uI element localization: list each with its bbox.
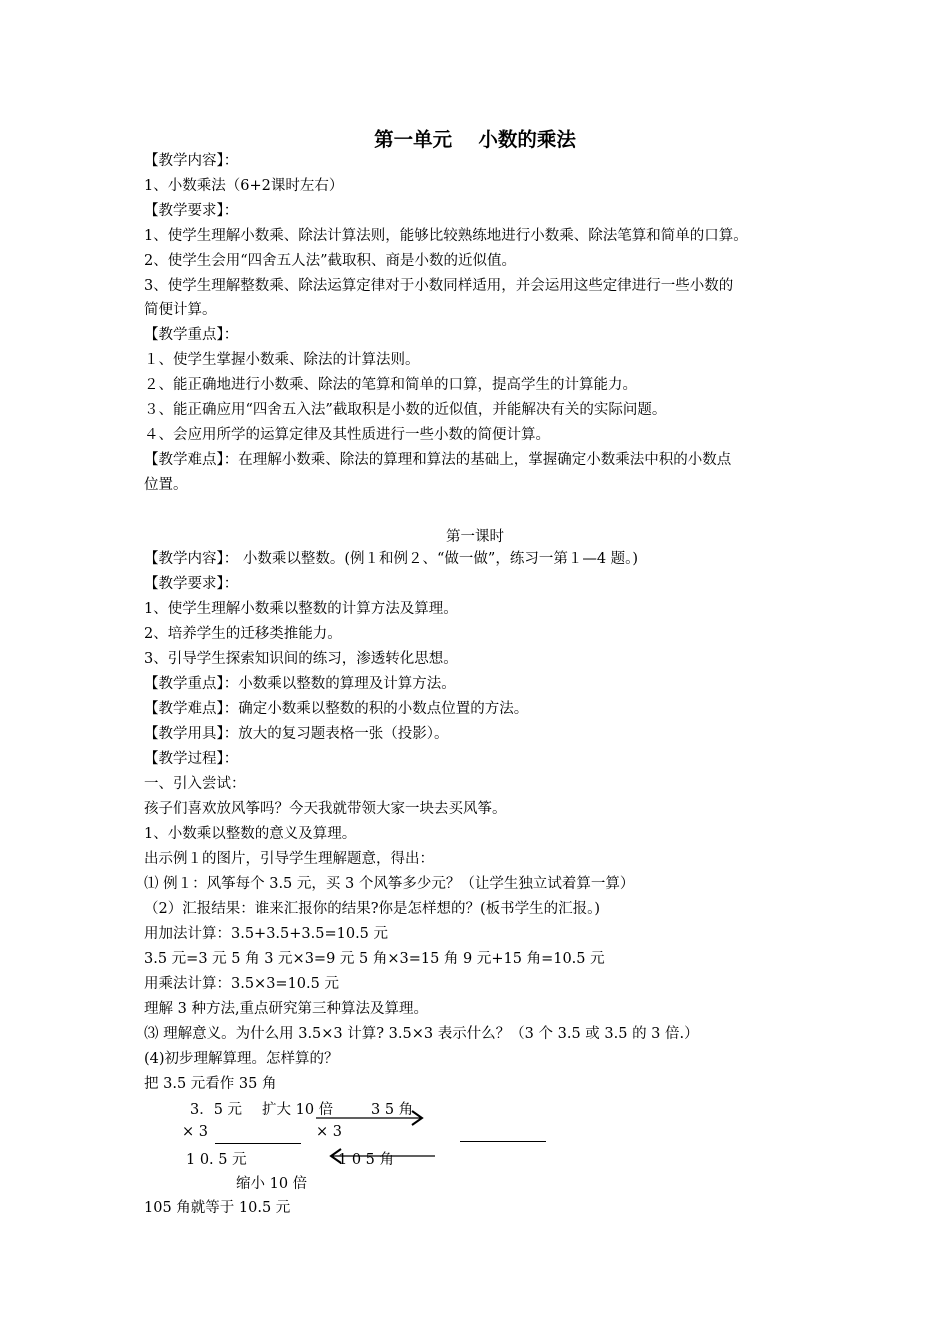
process-understand-meaning: ⑶ 理解意义。为什么用 3.5×3 计算? 3.5×3 表示什么？（3 个 3.5 或 3.5 的 3 倍.）	[144, 1026, 699, 1042]
unit-key-3: ３、能正确应用“四舍五入法”截取积是小数的近似值，并能解决有关的实际问题。	[144, 402, 667, 418]
process-text-kite: 孩子们喜欢放风筝吗？今天我就带领大家一块去买风筝。	[144, 801, 507, 817]
unit-diff-line1: 【教学难点】：在理解小数乘、除法的算理和算法的基础上，掌握确定小数乘法中积的小数点	[144, 452, 732, 468]
calc-shrink-label: 缩小 10 倍	[236, 1176, 308, 1192]
lesson-process-label: 【教学过程】：	[144, 751, 239, 767]
process-multiplication: 用乘法计算：3.5×3=10.5 元	[144, 976, 339, 992]
process-text-show: 出示例１的图片，引导学生理解题意，得出：	[144, 851, 434, 867]
calc-right-top: 3 5 角	[371, 1102, 414, 1118]
page-title: 第一单元 小数的乘法	[374, 128, 576, 151]
unit-key-2: ２、能正确地进行小数乘、除法的笔算和简单的口算，提高学生的计算能力。	[144, 377, 637, 393]
lesson-diff: 【教学难点】：确定小数乘以整数的积的小数点位置的方法。	[144, 701, 529, 717]
process-convert-jiao: 把 3.5 元看作 35 角	[144, 1076, 277, 1092]
unit-key-label: 【教学重点】：	[144, 327, 239, 343]
lesson-tools: 【教学用具】：放大的复习题表格一张（投影）。	[144, 726, 449, 742]
unit-content-label: 【教学内容】：	[144, 153, 239, 169]
calc-left-result: 1 0. 5 元	[186, 1152, 247, 1168]
unit-key-4: ４、会应用所学的运算定律及其性质进行一些小数的简便计算。	[144, 427, 550, 443]
unit-req-label: 【教学要求】：	[144, 203, 239, 219]
process-step-meaning: 1、小数乘以整数的意义及算理。	[144, 826, 357, 842]
process-step-intro: 一、引入尝试：	[144, 776, 246, 792]
process-addition: 用加法计算：3.5+3.5+3.5=10.5 元	[144, 926, 389, 942]
calc-left-top: 3．5 元	[190, 1102, 243, 1118]
process-understand-reason: (4)初步理解算理。怎样算的？	[144, 1051, 339, 1067]
calc-right-multiplier: × 3	[316, 1124, 342, 1140]
process-conclusion: 105 角就等于 10.5 元	[144, 1200, 291, 1216]
process-report: （2）汇报结果：谁来汇报你的结果?你是怎样想的？(板书学生的汇报。)	[144, 901, 601, 917]
lesson-req-3: 3、引导学生探索知识间的练习，渗透转化思想。	[144, 651, 458, 667]
unit-req-2: 2、使学生会用“四舍五人法”截取积、商是小数的近似值。	[144, 253, 517, 269]
unit-content-item: 1、小数乘法（6+2课时左右）	[144, 178, 344, 194]
lesson-req-1: 1、使学生理解小数乘以整数的计算方法及算理。	[144, 601, 458, 617]
process-conversion: 3.5 元=3 元 5 角 3 元×3=9 元 5 角×3=15 角 9 元+15 角=10.5 元	[144, 951, 605, 967]
lesson-heading: 第一课时	[446, 529, 504, 545]
calc-enlarge-label: 扩大 10 倍	[262, 1102, 334, 1118]
unit-req-3b: 简便计算。	[144, 302, 217, 318]
calc-right-rule	[460, 1141, 546, 1142]
calc-left-multiplier: × 3	[182, 1124, 208, 1140]
process-three-methods: 理解 3 种方法,重点研究第三种算法及算理。	[144, 1001, 429, 1017]
lesson-key: 【教学重点】：小数乘以整数的算理及计算方法。	[144, 676, 456, 692]
unit-key-1: １、使学生掌握小数乘、除法的计算法则。	[144, 352, 420, 368]
unit-req-1: 1、使学生理解小数乘、除法计算法则，能够比较熟练地进行小数乘、除法笔算和简单的口算。	[144, 228, 748, 244]
process-example-1: ⑴ 例１：风筝每个 3.5 元，买 3 个风筝多少元？（让学生独立试着算一算）	[144, 876, 635, 892]
shrink-arrow-icon	[327, 1146, 437, 1166]
lesson-content: 【教学内容】： 小数乘以整数。(例１和例２、“做一做”，练习一第１—4 题。)	[144, 551, 639, 567]
calc-right-result: 1 0 5 角	[338, 1152, 395, 1168]
calc-left-rule	[215, 1143, 301, 1144]
unit-diff-line2: 位置。	[144, 477, 188, 493]
lesson-req-label: 【教学要求】：	[144, 576, 239, 592]
lesson-req-2: 2、培养学生的迁移类推能力。	[144, 626, 342, 642]
unit-req-3a: 3、使学生理解整数乘、除法运算定律对于小数同样适用，并会运用这些定律进行一些小数的	[144, 278, 734, 294]
